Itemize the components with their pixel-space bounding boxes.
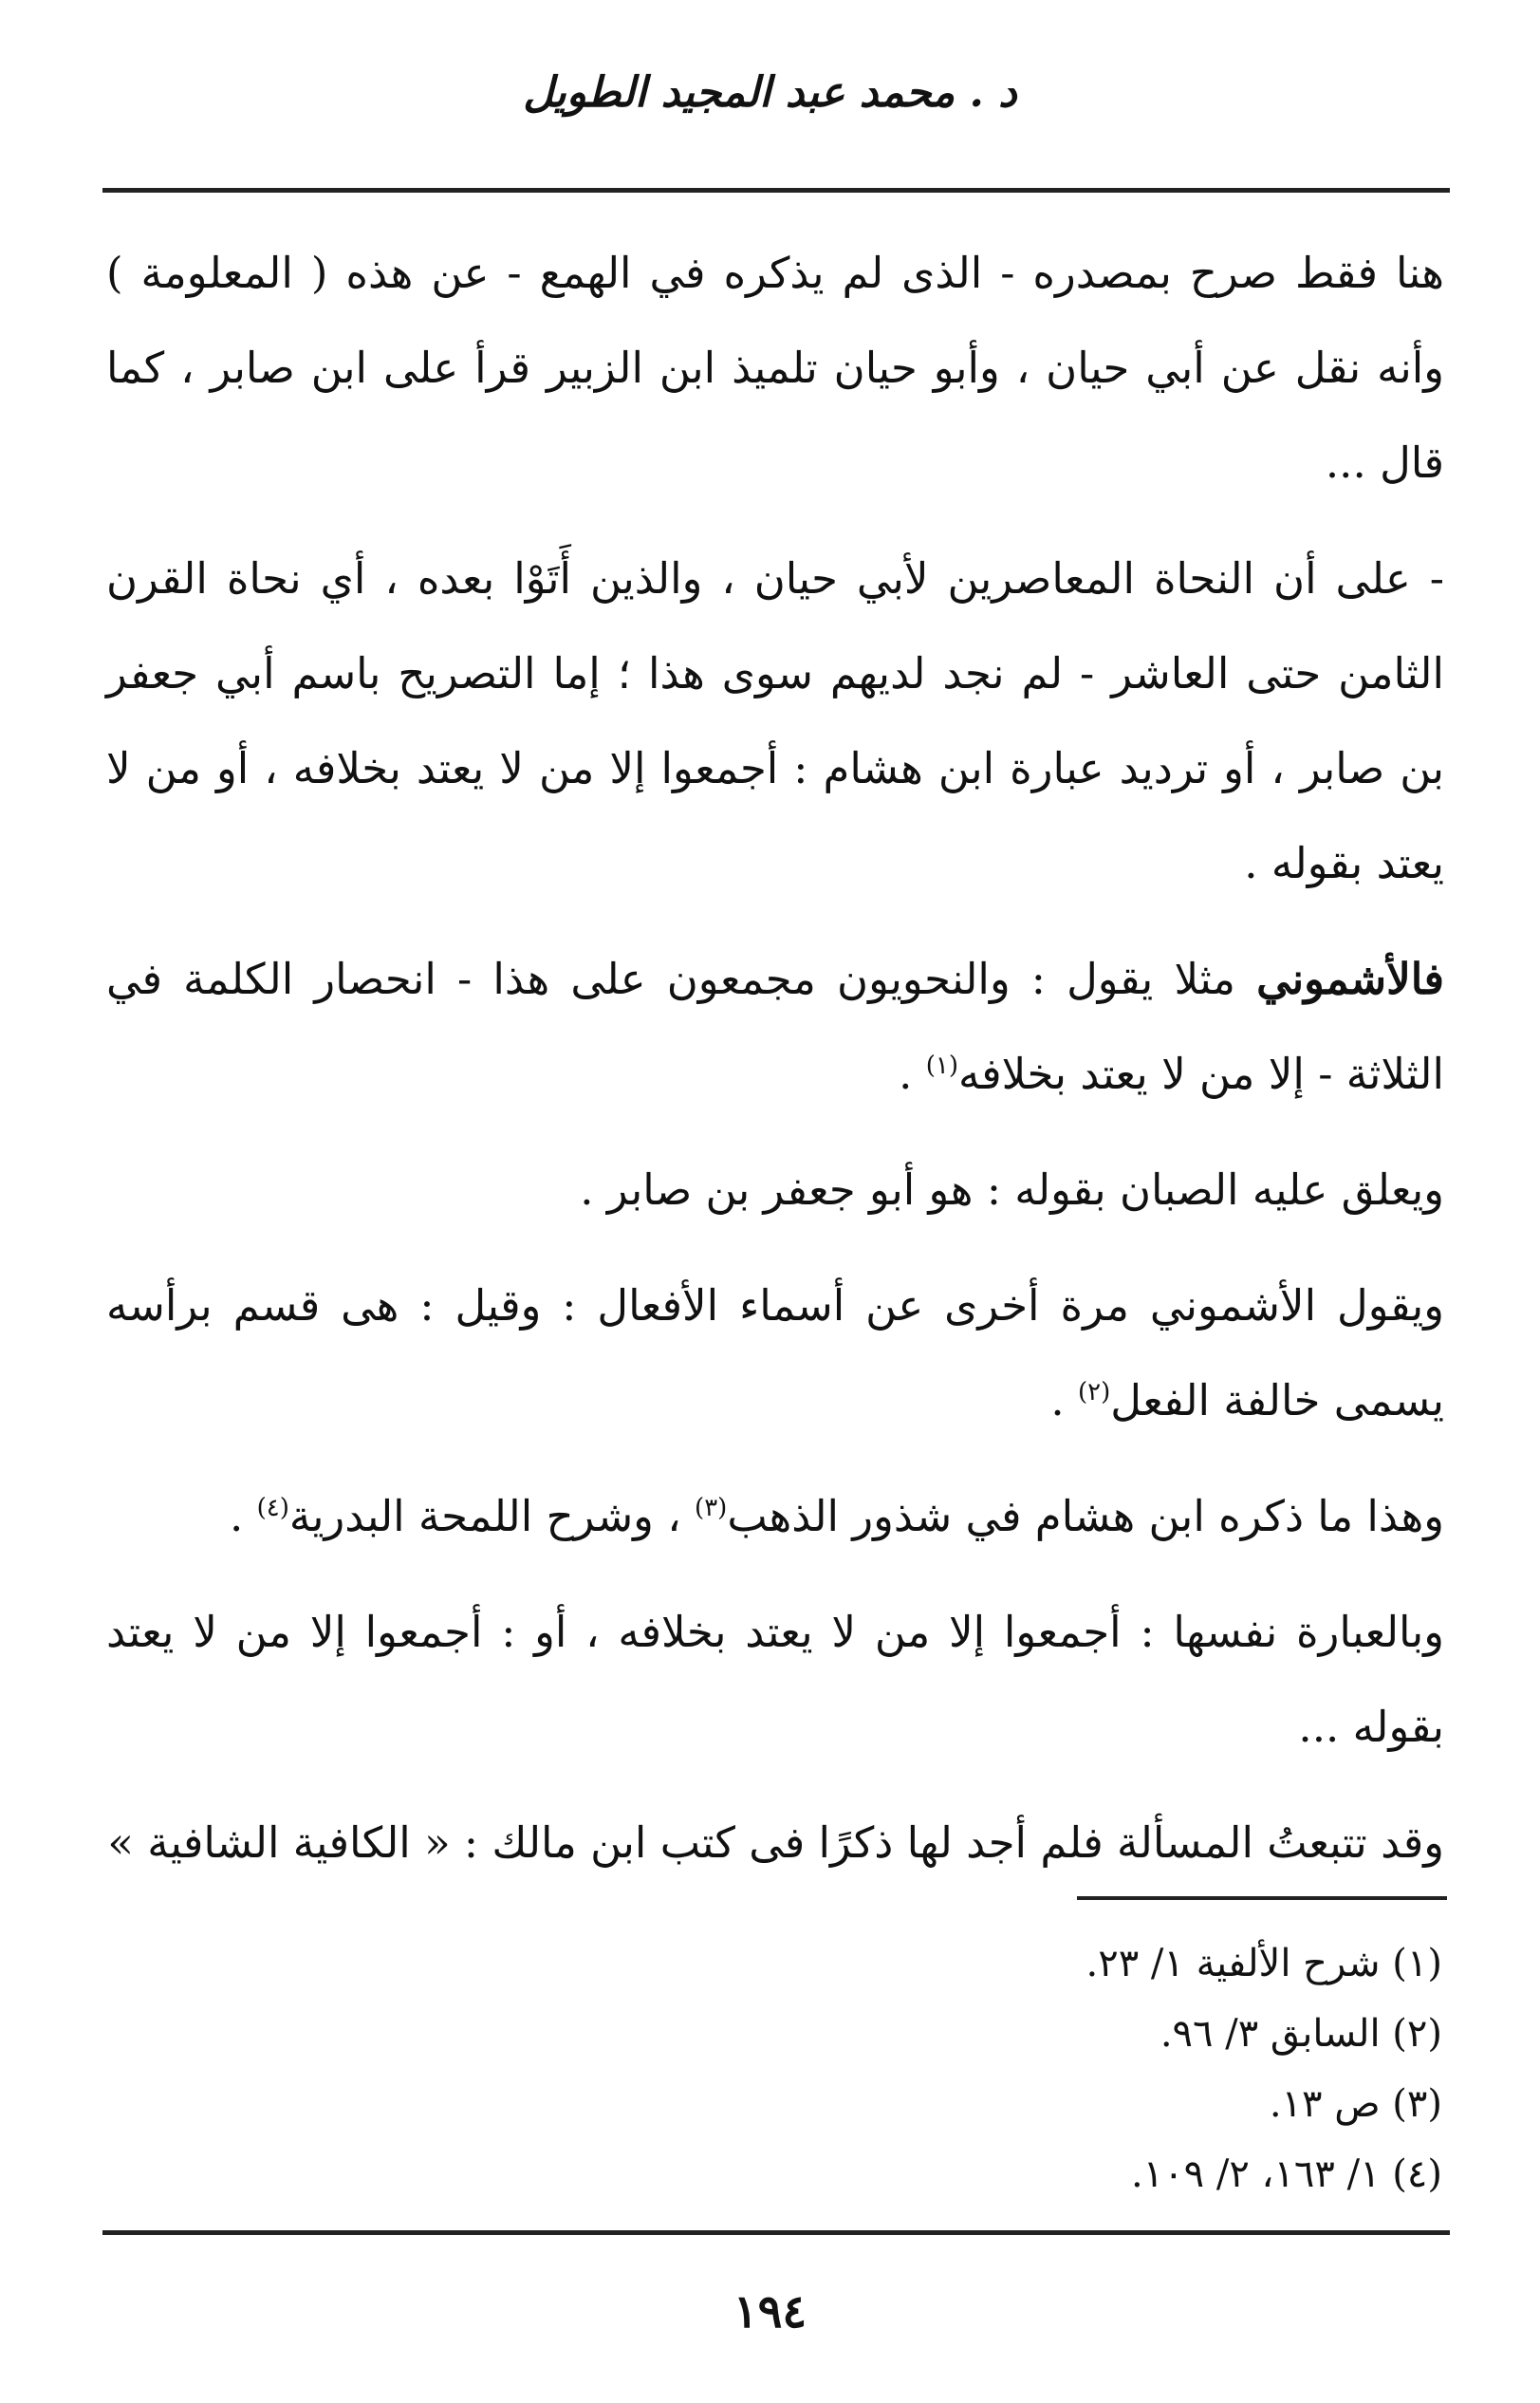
footnote: (٣) ص ١٣. [1269, 2082, 1442, 2126]
paragraph [106, 226, 1444, 511]
paragraph-text: وقد تتبعتُ المسألة فلم أجد لها ذكرًا فى كتب ابن مالك : « الكافية الشافية » [107, 1817, 1444, 1868]
paragraph-text: هنا فقط صرح بمصدره - الذى لم يذكره في الهمع - عن هذه ( المعلومة ) وأنه نقل عن أبي حيان ، وأبو حيان تلميذ ابن الزبير قرأ على ابن صابر ، كما قال ... [106, 248, 1444, 488]
paragraph-end: . [229, 1491, 257, 1541]
header-rule [102, 188, 1450, 193]
paragraph-text: ويعلق عليه الصبان بقوله : هو أبو جعفر بن صابر . [580, 1164, 1444, 1215]
page-number: ١٩٤ [733, 2285, 807, 2338]
paragraph [106, 1469, 1444, 1564]
paragraph-text: وهذا ما ذكره ابن هشام في شذور الذهب [727, 1491, 1444, 1541]
running-header: د . محمد عبد المجيد الطويل [523, 68, 1017, 117]
footnote-reference: (٣) [695, 1494, 728, 1522]
footnote: (٤) ١/ ١٦٣، ٢/ ١٠٩. [1130, 2152, 1442, 2196]
body-text [106, 226, 1444, 1891]
paragraph-text: وبالعبارة نفسها : أجمعوا إلا من لا يعتد بخلافه ، أو : أجمعوا إلا من لا يعتد بقوله ... [106, 1607, 1444, 1752]
paragraph [106, 1585, 1444, 1775]
paragraph [106, 932, 1444, 1122]
paragraph-end: . [1050, 1375, 1079, 1425]
paragraph-text: - على أن النحاة المعاصرين لأبي حيان ، والذين أَتَوْا بعده ، أي نحاة القرن الثامن حتى العاشر - لم نجد لديهم سوى هذا ؛ إما التصريح باسم أبي جعفر بن صابر ، أو ترديد عبارة ابن هشام : أجمعوا إلا من لا يعتد بخلافه ، أو من لا يعتد بقوله . [106, 553, 1444, 888]
footnote-reference: (٢) [1078, 1378, 1111, 1406]
footnote: (١) شرح الألفية ١/ ٢٣. [1085, 1942, 1442, 1985]
footnote-reference: (٤) [256, 1494, 289, 1522]
paragraph [106, 1258, 1444, 1448]
paragraph-text-continued: ، وشرح اللمحة البدرية [288, 1491, 696, 1541]
paragraph-end: . [899, 1049, 926, 1099]
footnote-reference: (١) [925, 1052, 958, 1080]
paragraph [106, 531, 1444, 911]
footnote: (٢) السابق ٣/ ٩٦. [1160, 2012, 1442, 2056]
paragraph [106, 1143, 1444, 1238]
paragraph [106, 1796, 1444, 1891]
paragraph-lead-word: فالأشموني [1256, 954, 1444, 1004]
footnote-separator [1077, 1896, 1447, 1900]
paragraph-text: ويقول الأشموني مرة أخرى عن أسماء الأفعال : وقيل : هى قسم برأسه يسمى خالفة الفعل [106, 1280, 1444, 1425]
paragraph-text: مثلا يقول : والنحويون مجمعون على هذا - انحصار الكلمة في الثلاثة - إلا من لا يعتد بخلافه [106, 954, 1444, 1099]
footnotes [569, 1928, 1442, 2209]
footer-rule [102, 2230, 1450, 2235]
